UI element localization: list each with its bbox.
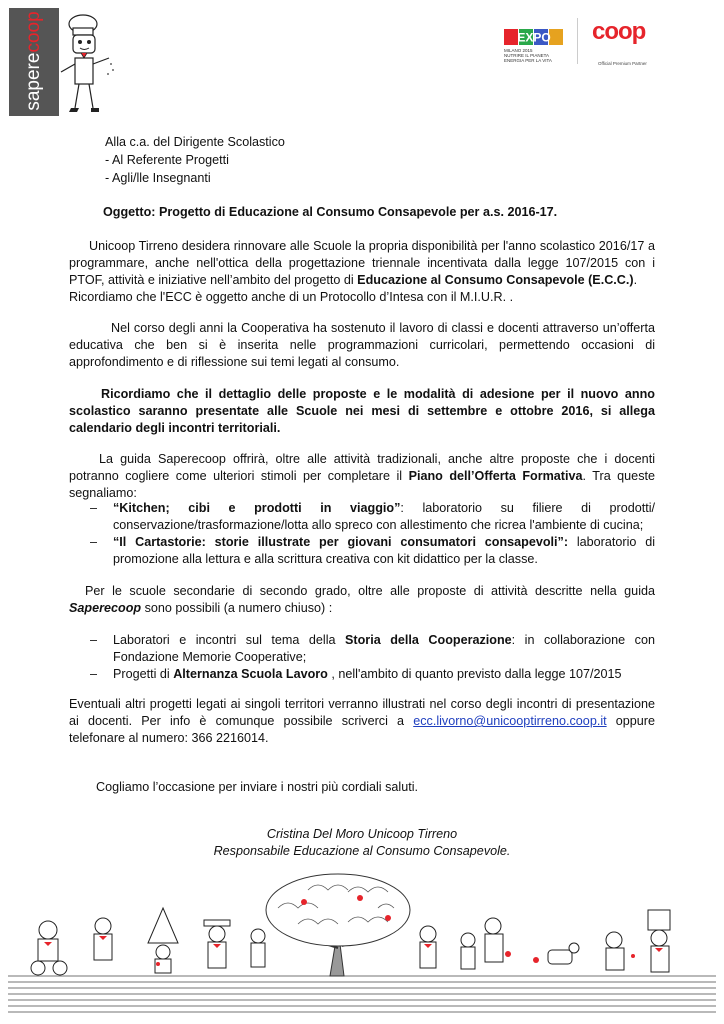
partner-label: Official Premium Partner <box>598 61 647 66</box>
paragraph-guide: La guida Saperecoop offrirà, oltre alle attività tradizionali, anche altre proposte che i docenti potranno cogliere come ulteriori stimoli per completare il Piano dell’Offerta Formativa. Tra queste segnaliamo: <box>69 452 655 500</box>
signature-name: Cristina Del Moro Unicoop Tirreno <box>266 827 458 841</box>
list-item: – Laboratori e incontri sul tema della Storia della Cooperazione: in collaborazione con Fondazione Memorie Cooperative; <box>90 633 655 664</box>
signature-title: Responsabile Educazione al Consumo Consapevole. <box>213 844 511 858</box>
saperecoop-logo: saperecoop <box>9 8 59 116</box>
paragraph-contacts: Eventuali altri progetti legati ai singoli territori verranno illustrati nel corso degli incontri di presentazione ai docenti. Per info è comunque possibile scriverci a ecc.livorno@unicooptirreno.coop.it oppure telefonare al numero: 366 2216014. <box>69 697 655 745</box>
chef-mascot-illustration <box>53 12 117 116</box>
recipient-line: Alla c.a. del Dirigente Scolastico <box>105 135 285 149</box>
list-item: – “Kitchen; cibi e prodotti in viaggio”: laboratorio su filiere di prodotti/ conservazione/trasformazione/lotta allo spreco con allestimento che ricrea l'ambiente di cucina; <box>90 501 656 532</box>
letterhead <box>9 8 655 116</box>
recipient-line: - Al Referente Progetti <box>105 153 229 167</box>
paragraph-secondary-schools: Per le scuole secondarie di secondo grado, oltre alle proposte di attività descritte nella guida Saperecoop sono possibili (a numero chiuso) : <box>69 584 655 615</box>
paragraph-protocol: Ricordiamo che l'ECC è oggetto anche di un Protocollo d’Intesa con il M.I.U.R. . <box>69 290 514 304</box>
recipient-line: - Agli/lle Insegnanti <box>105 171 211 185</box>
email-link[interactable]: ecc.livorno@unicooptirreno.coop.it <box>413 714 607 728</box>
logo-divider <box>577 18 578 64</box>
closing-line: Cogliamo l’occasione per inviare i nostri più cordiali saluti. <box>96 780 418 794</box>
subject-line: Oggetto: Progetto di Educazione al Consumo Consapevole per a.s. 2016-17. <box>103 205 558 219</box>
list-item: – “Il Cartastorie: storie illustrate per giovani consumatori consapevoli”: laboratorio di promozione alla lettura e alla scrittura creativa con kit didattico per la classe. <box>90 535 655 566</box>
expo-subtitle: MILANO 2015 NUTRIRE IL PIANETA ENERGIA PER LA VITA <box>504 48 552 63</box>
paragraph-history: Nel corso degli anni la Cooperativa ha sostenuto il lavoro di classi e docenti attraverso un’offerta educativa che ben si è inserita nelle programmazioni curricolari, permettendo occasioni di approfondimento e di riflessione sui temi legati al consumo. <box>69 321 655 369</box>
svg-text:EXPO: EXPO <box>517 30 551 45</box>
footer-illustration <box>8 868 716 1018</box>
tree-drawing <box>266 874 410 976</box>
paragraph-calendar: Ricordiamo che il dettaglio delle proposte e le modalità di adesione per il nuovo anno scolastico saranno presentate alle Scuole nei mesi di settembre e ottobre 2016, si allega calendario degli incontri territoriali. <box>69 387 655 435</box>
coop-logo: coop <box>592 18 646 45</box>
paragraph-intro: Unicoop Tirreno desidera rinnovare alle Scuole la propria disponibilità per l'anno scolastico 2016/17 a programmare, anche nell'ottica della progettazione triennale incentivata dalla legge 107/2015 con i PTOF, attività e iniziative nell’ambito del progetto di Educazione al Consumo Consapevole (E.C.C.). <box>69 239 655 287</box>
recipient-block <box>105 133 285 187</box>
list-item: – Progetti di Alternanza Scuola Lavoro , nell'ambito di quanto previsto dalla legge 107/2015 <box>90 667 622 681</box>
